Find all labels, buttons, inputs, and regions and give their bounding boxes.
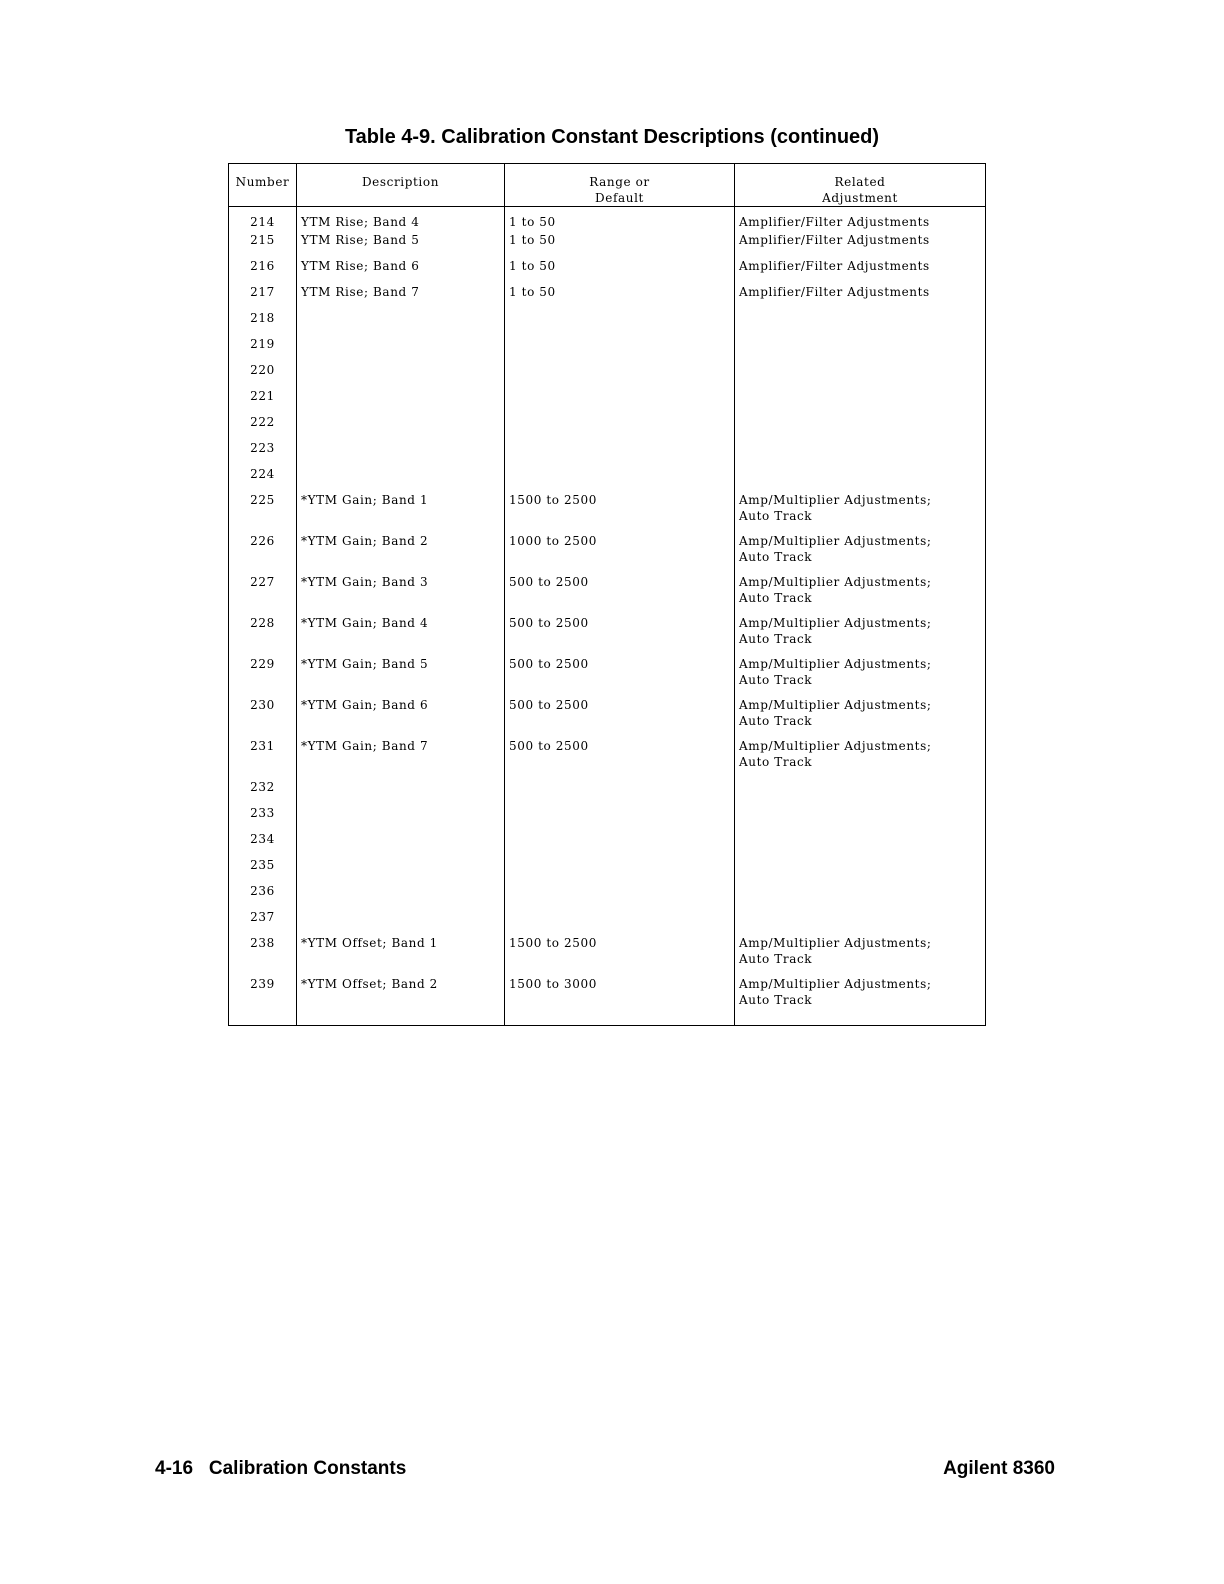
cell-range: [505, 910, 735, 936]
cell-range: 500 to 2500: [505, 739, 735, 780]
table-row: [229, 910, 986, 936]
cell-number: 217: [250, 285, 275, 299]
cell-range: 1000 to 2500: [505, 534, 735, 575]
cell-range: 500 to 2500: [505, 657, 735, 698]
cell-description: YTM Rise; Band 5: [297, 233, 505, 259]
cell-description: YTM Rise; Band 4: [297, 207, 505, 234]
cell-number: 237: [250, 910, 275, 924]
header-number: Number: [229, 164, 297, 207]
cell-range: [505, 832, 735, 858]
cell-number: 215: [250, 233, 275, 247]
cell-adjustment: [735, 832, 986, 858]
cell-number: 232: [250, 780, 275, 794]
header-adjustment: Related Adjustment: [735, 164, 986, 207]
cell-range: [505, 311, 735, 337]
table-row: [229, 415, 986, 441]
cell-range: 500 to 2500: [505, 616, 735, 657]
cell-adjustment: Amplifier/Filter Adjustments: [735, 207, 986, 234]
cell-description: [297, 337, 505, 363]
table-row: [229, 259, 986, 285]
cell-number: 236: [250, 884, 275, 898]
cell-description: [297, 415, 505, 441]
cell-adjustment: [735, 311, 986, 337]
cell-description: [297, 858, 505, 884]
cell-description: [297, 806, 505, 832]
table-row: [229, 698, 986, 739]
cell-adjustment: [735, 441, 986, 467]
cell-description: [297, 441, 505, 467]
cell-adjustment: Amp/Multiplier Adjustments; Auto Track: [735, 698, 986, 739]
cell-number: 221: [250, 389, 275, 403]
cell-number: 227: [250, 575, 275, 589]
cell-range: 1500 to 2500: [505, 493, 735, 534]
cell-description: [297, 363, 505, 389]
cell-number: 222: [250, 415, 275, 429]
cell-description: *YTM Offset; Band 1: [297, 936, 505, 977]
table-row: [229, 363, 986, 389]
cell-range: [505, 337, 735, 363]
cell-adjustment: Amp/Multiplier Adjustments; Auto Track: [735, 534, 986, 575]
cell-description: [297, 467, 505, 493]
cell-number: 230: [250, 698, 275, 712]
cell-adjustment: Amplifier/Filter Adjustments: [735, 233, 986, 259]
cell-range: [505, 806, 735, 832]
cell-range: [505, 415, 735, 441]
cell-description: [297, 389, 505, 415]
cell-adjustment: Amp/Multiplier Adjustments; Auto Track: [735, 657, 986, 698]
calibration-table-container: [228, 163, 985, 1026]
table-row: [229, 311, 986, 337]
table-row: [229, 285, 986, 311]
cell-description: [297, 910, 505, 936]
cell-number: 234: [250, 832, 275, 846]
cell-adjustment: Amp/Multiplier Adjustments; Auto Track: [735, 493, 986, 534]
cell-adjustment: Amp/Multiplier Adjustments; Auto Track: [735, 739, 986, 780]
cell-description: *YTM Gain; Band 1: [297, 493, 505, 534]
table-row: [229, 739, 986, 780]
cell-number: 216: [250, 259, 275, 273]
table-row: [229, 858, 986, 884]
cell-range: 1 to 50: [505, 285, 735, 311]
cell-description: *YTM Gain; Band 6: [297, 698, 505, 739]
cell-number: 225: [250, 493, 275, 507]
cell-number: 224: [250, 467, 275, 481]
cell-number: 233: [250, 806, 275, 820]
cell-range: 1500 to 3000: [505, 977, 735, 1026]
table-row: [229, 337, 986, 363]
cell-description: *YTM Gain; Band 7: [297, 739, 505, 780]
cell-range: [505, 363, 735, 389]
table-row: [229, 207, 986, 234]
cell-range: [505, 389, 735, 415]
footer-product: Agilent 8360: [943, 1458, 1055, 1479]
cell-number: 226: [250, 534, 275, 548]
calibration-constants-table: [228, 163, 986, 1026]
cell-range: 500 to 2500: [505, 698, 735, 739]
table-row: [229, 575, 986, 616]
cell-number: 239: [250, 977, 275, 991]
cell-range: [505, 467, 735, 493]
header-range: Range or Default: [505, 164, 735, 207]
cell-range: 1500 to 2500: [505, 936, 735, 977]
cell-description: YTM Rise; Band 6: [297, 259, 505, 285]
footer-page-ref: 4-16 Calibration Constants: [155, 1458, 407, 1479]
table-header-row: [229, 164, 986, 207]
cell-adjustment: Amplifier/Filter Adjustments: [735, 285, 986, 311]
cell-range: 1 to 50: [505, 233, 735, 259]
cell-range: 500 to 2500: [505, 575, 735, 616]
header-description: Description: [297, 164, 505, 207]
cell-adjustment: [735, 337, 986, 363]
table-row: [229, 441, 986, 467]
cell-description: *YTM Gain; Band 2: [297, 534, 505, 575]
cell-description: YTM Rise; Band 7: [297, 285, 505, 311]
table-row: [229, 884, 986, 910]
cell-number: 229: [250, 657, 275, 671]
cell-adjustment: [735, 806, 986, 832]
cell-description: [297, 311, 505, 337]
cell-adjustment: Amp/Multiplier Adjustments; Auto Track: [735, 616, 986, 657]
cell-description: [297, 832, 505, 858]
cell-range: 1 to 50: [505, 259, 735, 285]
cell-adjustment: [735, 780, 986, 806]
table-row: [229, 780, 986, 806]
table-row: [229, 977, 986, 1026]
cell-description: *YTM Offset; Band 2: [297, 977, 505, 1026]
cell-description: [297, 780, 505, 806]
table-row: [229, 493, 986, 534]
cell-adjustment: [735, 910, 986, 936]
cell-range: [505, 780, 735, 806]
cell-adjustment: Amp/Multiplier Adjustments; Auto Track: [735, 977, 986, 1026]
cell-adjustment: [735, 389, 986, 415]
cell-adjustment: [735, 363, 986, 389]
cell-description: *YTM Gain; Band 3: [297, 575, 505, 616]
table-row: [229, 233, 986, 259]
table-row: [229, 534, 986, 575]
table-row: [229, 467, 986, 493]
cell-number: 231: [250, 739, 275, 753]
cell-adjustment: Amp/Multiplier Adjustments; Auto Track: [735, 936, 986, 977]
cell-adjustment: Amp/Multiplier Adjustments; Auto Track: [735, 575, 986, 616]
cell-description: *YTM Gain; Band 5: [297, 657, 505, 698]
cell-adjustment: [735, 415, 986, 441]
cell-number: 238: [250, 936, 275, 950]
table-row: [229, 936, 986, 977]
cell-adjustment: [735, 858, 986, 884]
cell-description: *YTM Gain; Band 4: [297, 616, 505, 657]
cell-number: 218: [250, 311, 275, 325]
table-row: [229, 657, 986, 698]
cell-number: 220: [250, 363, 275, 377]
cell-adjustment: [735, 884, 986, 910]
cell-adjustment: Amplifier/Filter Adjustments: [735, 259, 986, 285]
cell-number: 223: [250, 441, 275, 455]
cell-number: 228: [250, 616, 275, 630]
cell-range: [505, 441, 735, 467]
table-body: [229, 207, 986, 1026]
cell-number: 219: [250, 337, 275, 351]
cell-number: 214: [250, 215, 275, 229]
table-row: [229, 832, 986, 858]
cell-number: 235: [250, 858, 275, 872]
cell-adjustment: [735, 467, 986, 493]
table-title: Table 4-9. Calibration Constant Descriptions (continued): [344, 126, 880, 148]
table-row: [229, 806, 986, 832]
cell-description: [297, 884, 505, 910]
table-row: [229, 616, 986, 657]
cell-range: [505, 858, 735, 884]
cell-range: 1 to 50: [505, 207, 735, 234]
cell-range: [505, 884, 735, 910]
table-row: [229, 389, 986, 415]
